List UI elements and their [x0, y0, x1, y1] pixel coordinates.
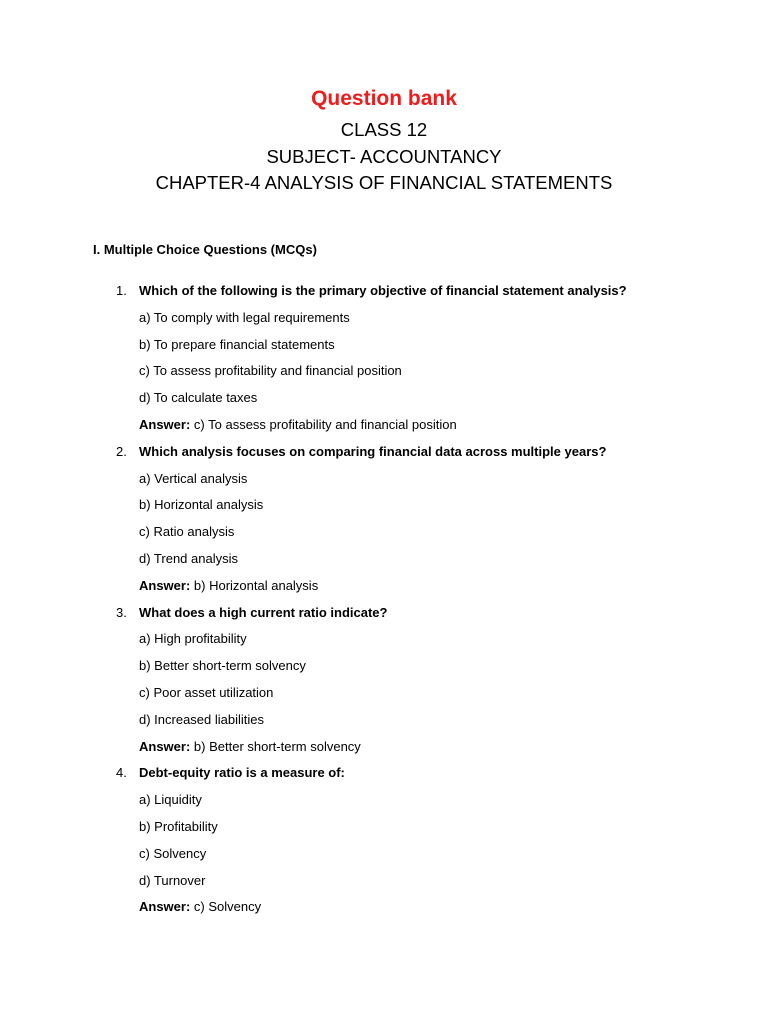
option-row	[0, 712, 768, 739]
question-text: Debt-equity ratio is a measure of:	[139, 765, 345, 781]
option-text: c) Solvency	[139, 845, 207, 861]
answer-value: b) Horizontal analysis	[193, 577, 319, 593]
option-text: a) Liquidity	[139, 792, 202, 808]
answer-label: Answer:	[139, 899, 191, 915]
answer-label: Answer:	[139, 738, 191, 754]
option-text: c) To assess profitability and financial position	[139, 363, 402, 379]
option-text: c) Ratio analysis	[139, 524, 235, 540]
answer-line	[139, 578, 318, 593]
option-text: d) Trend analysis	[139, 550, 238, 566]
option-row	[0, 524, 768, 551]
document-title: Question bank	[311, 87, 457, 110]
option-text: d) To calculate taxes	[139, 390, 258, 406]
question-list	[0, 283, 768, 926]
option-text: b) Better short-term solvency	[139, 658, 306, 674]
option-row	[0, 471, 768, 498]
option-row	[0, 873, 768, 900]
question-text: Which analysis focuses on comparing financial data across multiple years?	[139, 443, 607, 459]
option-text: c) Poor asset utilization	[139, 684, 274, 700]
answer-value: b) Better short-term solvency	[193, 738, 361, 754]
question-number: 4.	[116, 765, 127, 781]
question-text: What does a high current ratio indicate?	[139, 604, 388, 620]
question-text: Which of the following is the primary objective of financial statement analysis?	[139, 283, 627, 298]
option-row	[0, 497, 768, 524]
answer-line	[139, 417, 457, 432]
answer-row	[0, 739, 768, 766]
question-number: 2.	[116, 443, 127, 459]
chapter-heading: CHAPTER-4 ANALYSIS OF FINANCIAL STATEMENTS	[155, 172, 613, 193]
answer-label: Answer:	[139, 416, 191, 432]
option-text: d) Turnover	[139, 872, 206, 888]
question-item	[0, 765, 768, 792]
answer-row	[0, 578, 768, 605]
question-item	[0, 283, 768, 310]
option-text: b) Horizontal analysis	[139, 497, 264, 513]
question-number: 3.	[116, 604, 127, 620]
question-number: 1.	[116, 283, 127, 298]
option-row	[0, 631, 768, 658]
question-item	[0, 605, 768, 632]
subject-heading: SUBJECT- ACCOUNTANCY	[266, 146, 502, 167]
option-row	[0, 337, 768, 364]
answer-line	[139, 899, 261, 914]
option-row	[0, 390, 768, 417]
option-text: d) Increased liabilities	[139, 711, 265, 727]
option-row	[0, 310, 768, 337]
answer-value: c) Solvency	[193, 899, 262, 915]
answer-row	[0, 417, 768, 444]
option-row	[0, 685, 768, 712]
option-row	[0, 658, 768, 685]
option-text: a) High profitability	[139, 631, 247, 647]
option-row	[0, 363, 768, 390]
section-heading: I. Multiple Choice Questions (MCQs)	[93, 242, 317, 257]
answer-row	[0, 899, 768, 926]
option-text: b) Profitability	[139, 818, 218, 834]
option-row	[0, 846, 768, 873]
option-text: a) Vertical analysis	[139, 470, 248, 486]
option-text: a) To comply with legal requirements	[139, 309, 350, 325]
option-row	[0, 792, 768, 819]
option-row	[0, 819, 768, 846]
answer-line	[139, 739, 361, 754]
question-item	[0, 444, 768, 471]
option-row	[0, 551, 768, 578]
answer-label: Answer:	[139, 577, 191, 593]
option-text: b) To prepare financial statements	[139, 336, 335, 352]
class-heading: CLASS 12	[340, 119, 428, 140]
answer-value: c) To assess profitability and financial position	[193, 416, 457, 432]
